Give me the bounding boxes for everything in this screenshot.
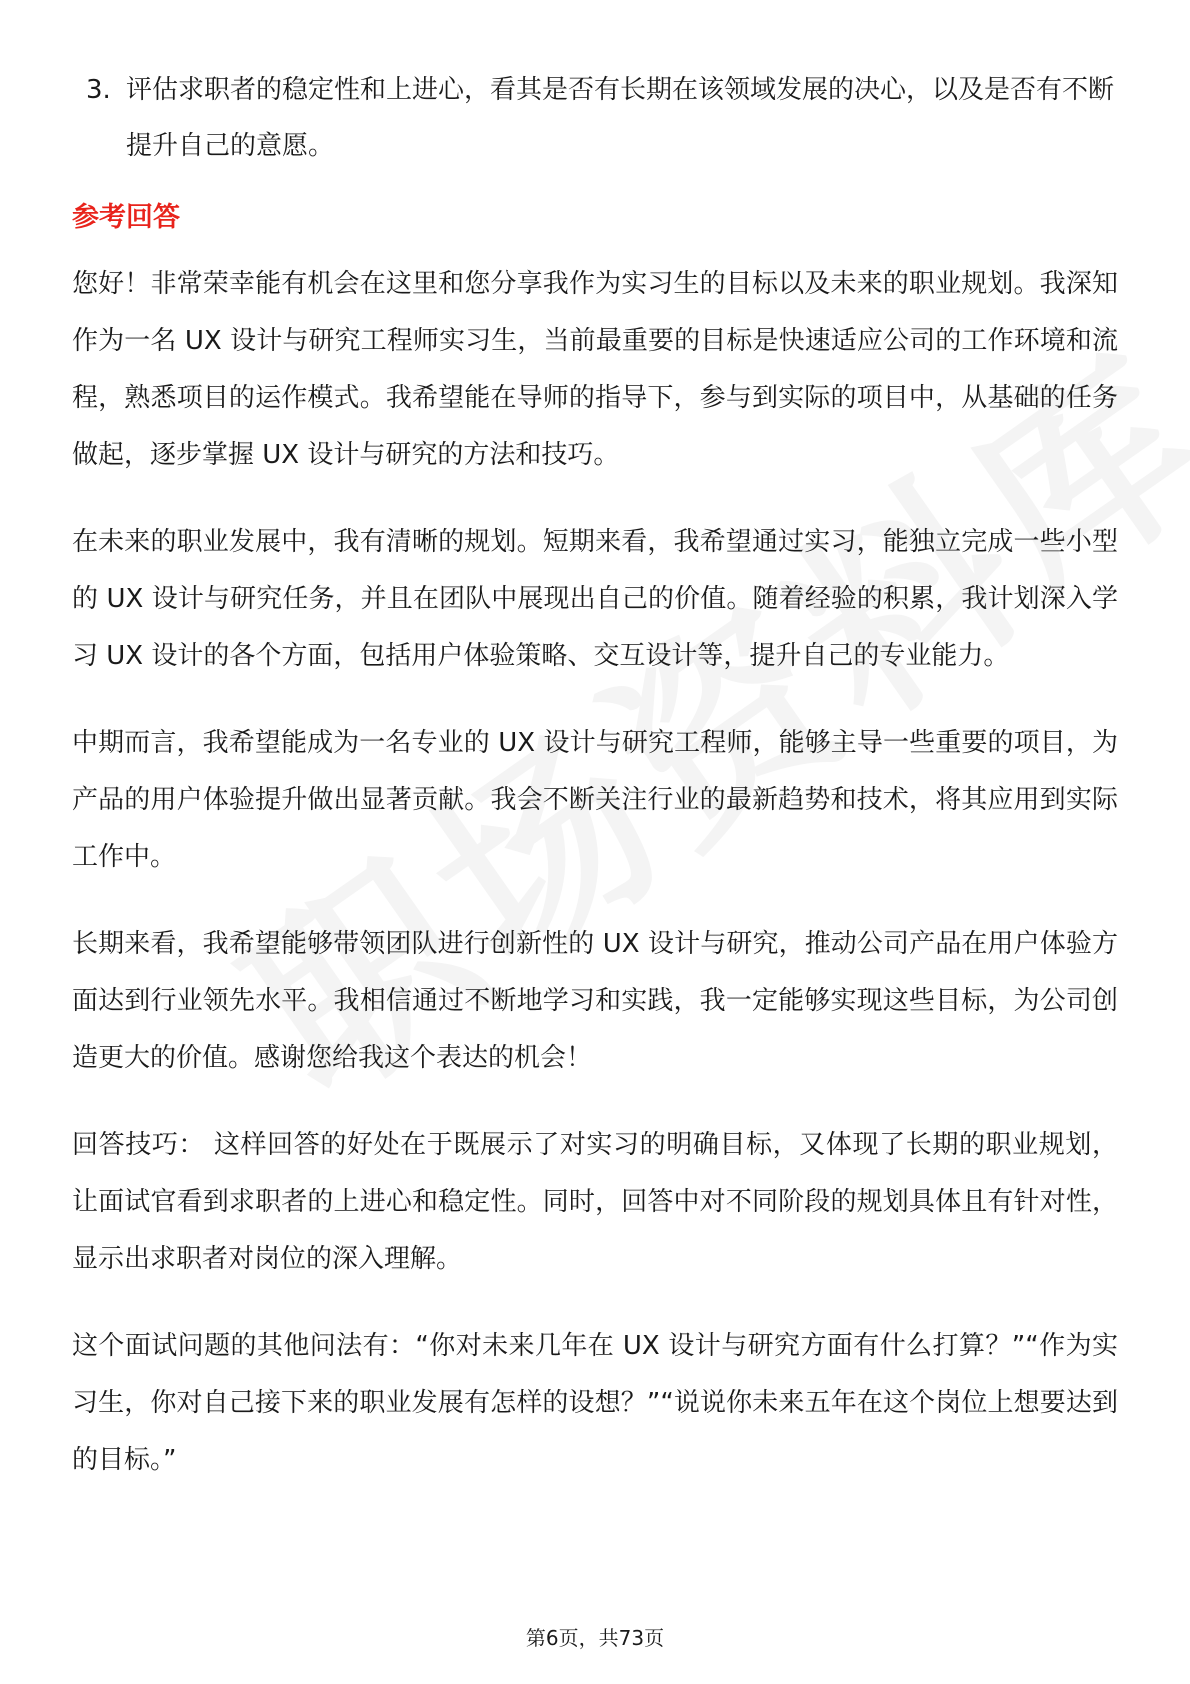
paragraph-intro: 您好！非常荣幸能有机会在这里和您分享我作为实习生的目标以及未来的职业规划。我深知作为一名 UX 设计与研究工程师实习生，当前最重要的目标是快速适应公司的工作环境和流程，熟悉项目的运作模式。我希望能在导师的指导下，参与到实际的项目中，从基础的任务做起，逐步掌握 UX 设计与研究的方法和技巧。 (72, 269, 1118, 470)
paragraph-alternate-questions: 这个面试问题的其他问法有：“你对未来几年在 UX 设计与研究方面有什么打算？”“作为实习生，你对自己接下来的职业发展有怎样的设想？”“说说你未来五年在这个岗位上想要达到的目标。” (72, 1331, 1118, 1475)
page-number-footer: 第6页，共73页 (525, 1626, 665, 1650)
paragraph-short-term: 在未来的职业发展中，我有清晰的规划。短期来看，我希望通过实习，能独立完成一些小型的 UX 设计与研究任务，并且在团队中展现出自己的价值。随着经验的积累，我计划深入学习 UX 设计的各个方面，包括用户体验策略、交互设计等，提升自己的专业能力。 (72, 527, 1118, 671)
list-item-text: 评估求职者的稳定性和上进心，看其是否有长期在该领域发展的决心，以及是否有不断提升自己的意愿。 (126, 75, 1115, 161)
paragraph-long-term: 长期来看，我希望能够带领团队进行创新性的 UX 设计与研究，推动公司产品在用户体验方面达到行业领先水平。我相信通过不断地学习和实践，我一定能够实现这些目标，为公司创造更大的价值。感谢您给我这个表达的机会！ (72, 929, 1118, 1073)
paragraph-mid-term: 中期而言，我希望能成为一名专业的 UX 设计与研究工程师，能够主导一些重要的项目，为产品的用户体验提升做出显著贡献。我会不断关注行业的最新趋势和技术，将其应用到实际工作中。 (72, 728, 1118, 872)
list-item-number: 3. (86, 75, 111, 105)
section-heading: 参考回答 (72, 202, 180, 233)
page-content (72, 62, 1118, 1519)
list-item (72, 62, 1118, 174)
paragraph-answer-tips: 回答技巧： 这样回答的好处在于既展示了对实习的明确目标，又体现了长期的职业规划，让面试官看到求职者的上进心和稳定性。同时，回答中对不同阶段的规划具体且有针对性，显示出求职者对岗位的深入理解。 (72, 1130, 1118, 1274)
